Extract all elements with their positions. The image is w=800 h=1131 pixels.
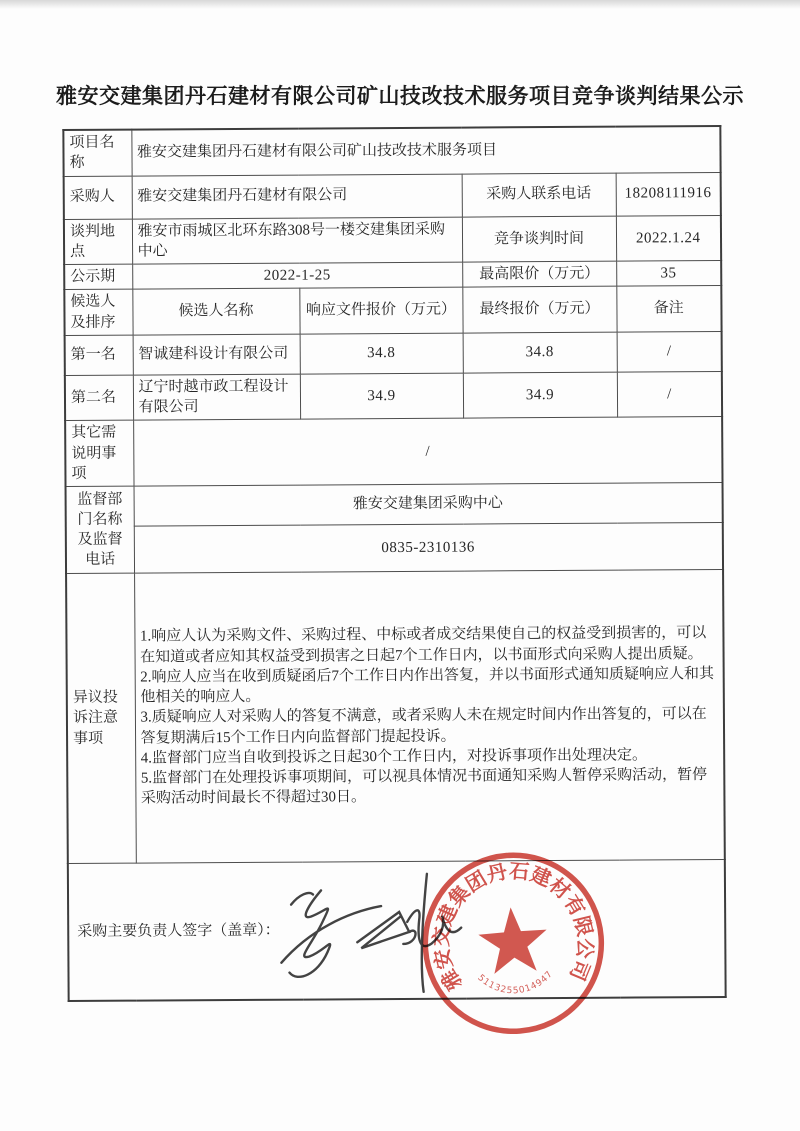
row-other-notes: [65, 417, 722, 487]
candidate-row-2: [65, 371, 722, 421]
objection-item-2: 2.响应人应当在收到质疑函后7个工作日内作出答复，并以书面形式通知质疑响应人和其他相关的响应人。: [140, 665, 714, 706]
objection-item-4: 4.监督部门应当自收到投诉之日起30个工作日内，对投诉事项作出处理决定。: [140, 747, 647, 767]
cell-negotiation-time-label: 竞争谈判时间: [462, 216, 616, 262]
cell-candidate-1-response-price: 34.8: [300, 333, 463, 374]
cell-negotiation-time-value: 2022.1.24: [616, 215, 721, 261]
cell-candidates-label: 候选人及排序: [64, 289, 132, 335]
header-candidate-name: 候选人名称: [132, 288, 299, 335]
document-sheet: [62, 125, 726, 1002]
header-response-price: 响应文件报价（万元）: [299, 287, 462, 333]
cell-signature: [68, 859, 726, 1000]
cell-purchaser-phone-value: 18208111916: [616, 172, 721, 216]
cell-venue-label: 谈判地点: [64, 219, 132, 265]
row-supervision-department: [66, 482, 723, 526]
cell-candidate-1-final-price: 34.8: [463, 332, 617, 373]
row-objection: [66, 569, 725, 863]
cell-supervision-label: 监督部门名称及监督电话: [66, 486, 135, 573]
cell-rank-2: 第二名: [65, 375, 133, 421]
cell-candidate-2-final-price: 34.9: [463, 372, 617, 418]
candidate-row-1: [65, 331, 722, 375]
cell-supervision-phone: 0835-2310136: [134, 522, 723, 573]
cell-objection-text: [134, 569, 725, 863]
cell-venue-value: 雅安市雨城区北环东路308号一楼交建集团采购中心: [132, 217, 462, 265]
svg-text:5113255014947: [475, 967, 557, 999]
row-purchaser: [64, 172, 721, 219]
cell-candidate-1-note: /: [617, 331, 722, 372]
row-venue: [64, 215, 721, 265]
cell-candidate-2-response-price: 34.9: [300, 373, 463, 419]
objection-item-5: 5.监督部门在处理投诉事项期间，可以视具体情况书面通知采购人暂停采购活动，暂停采购活动时间最长不得超过30日。: [140, 767, 708, 807]
header-final-price: 最终报价（万元）: [462, 286, 616, 332]
signature-label: 采购主要负责人签字（盖章）：: [77, 922, 280, 940]
objection-item-1: 1.响应人认为采购文件、采购过程、中标或者成交结果使自己的权益受到损害的，可以在知道或者应知其权益受到损害之日起7个工作日内，以书面形式向采购人提出质疑。: [139, 625, 707, 666]
row-candidate-header: [64, 286, 721, 336]
cell-candidate-2-name: 辽宁时越市政工程设计有限公司: [133, 374, 300, 421]
cell-project-label: 项目名称: [63, 130, 131, 176]
row-signature: [68, 859, 726, 1000]
cell-candidate-1-name: 智诚建科设计有限公司: [133, 334, 300, 375]
cell-other-notes-label: 其它需说明事项: [65, 420, 133, 486]
cell-publicity-label: 公示期: [64, 264, 132, 290]
cell-supervision-department: 雅安交建集团采购中心: [134, 482, 723, 526]
cell-candidate-2-note: /: [617, 371, 722, 417]
seal-company-name: 雅安交建集团丹石建材有限公司: [430, 860, 596, 994]
cell-publicity-value: 2022-1-25: [132, 262, 462, 289]
cell-price-limit-value: 35: [616, 260, 721, 286]
header-note: 备注: [616, 286, 721, 332]
cell-project-value: 雅安交建集团丹石建材有限公司矿山技改技术服务项目: [131, 126, 720, 176]
company-seal: [411, 841, 615, 1045]
cell-objection-label: 异议投诉注意事项: [66, 573, 136, 863]
cell-purchaser-phone-label: 采购人联系电话: [462, 173, 616, 217]
results-table: [62, 125, 726, 1002]
document-title: 雅安交建集团丹石建材有限公司矿山技改技术服务项目竞争谈判结果公示: [56, 84, 744, 108]
cell-price-limit-label: 最高限价（万元）: [462, 261, 616, 287]
cell-other-notes-value: /: [133, 417, 722, 486]
objection-item-3: 3.质疑响应人对采购人的答复不满意，或者采购人未在规定时间内作出答复的，可以在答复期满后15个工作日内向监督部门提起投诉。: [140, 706, 707, 747]
row-supervision-phone: [66, 522, 723, 573]
cell-purchaser-label: 采购人: [64, 176, 132, 219]
seal-code: 5113255014947: [475, 968, 556, 997]
seal-star-icon: [476, 905, 549, 975]
cell-purchaser-value: 雅安交建集团丹石建材有限公司: [132, 174, 462, 219]
cell-rank-1: 第一名: [65, 335, 133, 375]
row-project: [63, 126, 720, 176]
